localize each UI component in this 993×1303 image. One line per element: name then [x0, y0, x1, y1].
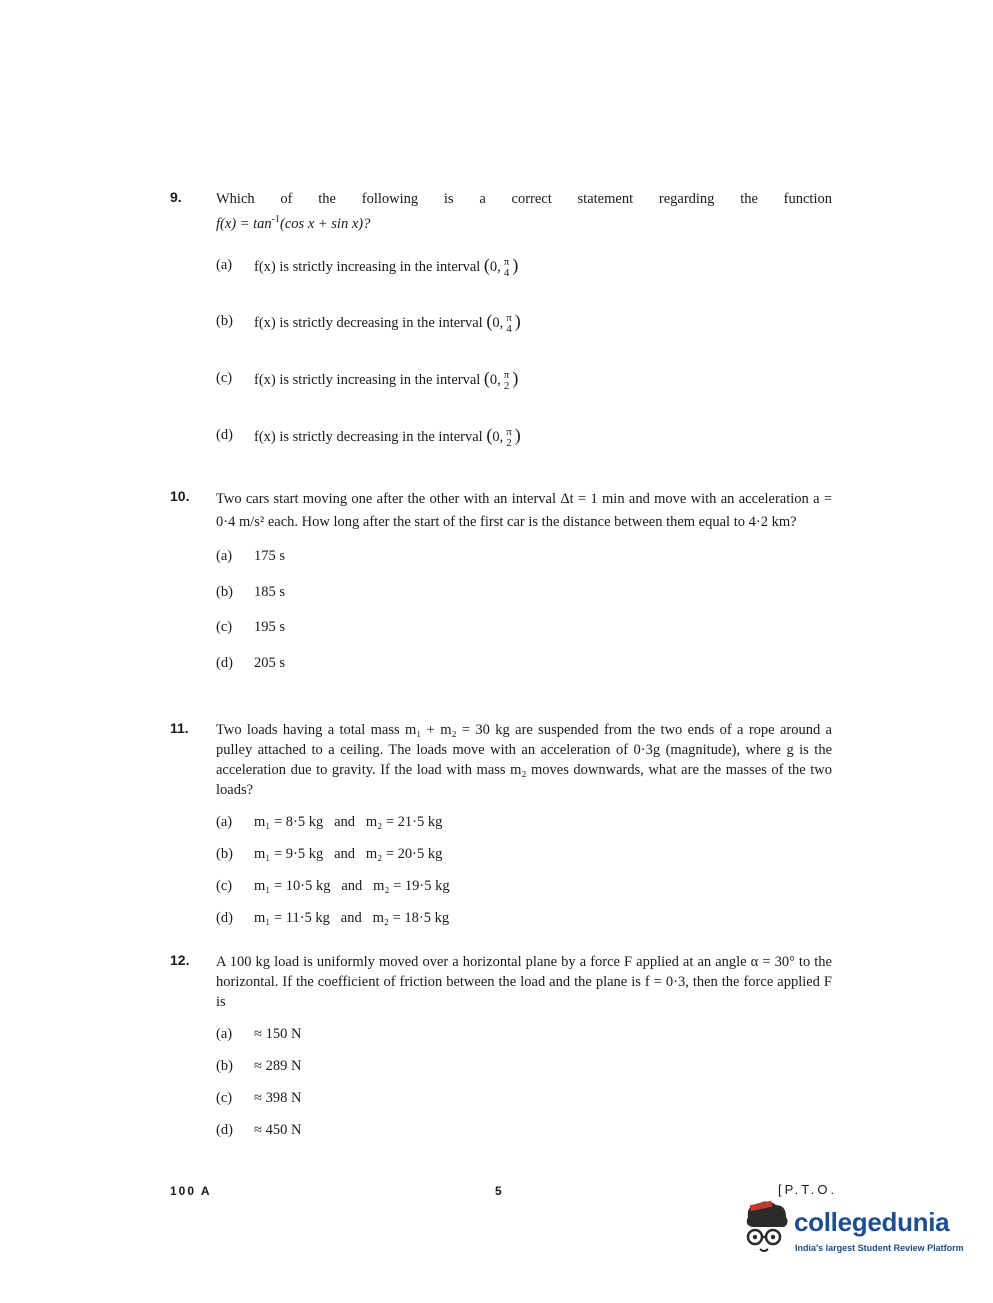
option-label: (d) [216, 1122, 233, 1138]
option-label: (b) [216, 312, 233, 329]
option-label: (c) [216, 1090, 233, 1106]
page-number: 5 [495, 1184, 502, 1198]
pto-marker: [P.T.O. [778, 1182, 838, 1197]
option-d[interactable] [216, 1120, 832, 1140]
logo-tagline: India's largest Student Review Platform [795, 1243, 964, 1253]
question-number: 12. [170, 952, 190, 968]
logo-name: collegedunia [794, 1207, 950, 1237]
option-text: 185 s [254, 584, 286, 600]
option-label: (c) [216, 619, 233, 635]
option-d[interactable]: (d) f(x) is strictly decreasing in the interval (0, π 2 ) [216, 424, 521, 449]
option-text: ≈ 150 N [254, 1026, 302, 1042]
option-c[interactable] [216, 876, 832, 908]
option-label: (a) [216, 548, 233, 564]
option-text: m₁ = 9·5 kg and m₂ = 20·5 kg [254, 846, 443, 862]
option-text: m₁ = 11·5 kg and m₂ = 18·5 kg [254, 910, 450, 926]
option-label: (b) [216, 1058, 233, 1074]
option-b[interactable]: (b) f(x) is strictly decreasing in the interval (0, π 4 ) [216, 310, 521, 335]
option-label: (d) [216, 910, 233, 926]
option-label: (c) [216, 878, 233, 894]
option-label: (d) [216, 655, 233, 671]
question-number: 11. [170, 720, 189, 736]
option-text: 175 s [254, 548, 286, 564]
question-stem: Which of the following is a correct statement regarding the function [216, 191, 832, 207]
option-text: m₁ = 8·5 kg and m₂ = 21·5 kg [254, 814, 443, 830]
option-text: 205 s [254, 655, 286, 671]
booklet-code: 100 A [170, 1184, 212, 1198]
question-9 [170, 189, 832, 465]
option-label: (b) [216, 584, 233, 600]
question-stem: A 100 kg load is uniformly moved over a horizontal plane by a force F applied at an angle α = 30° to the horizontal. If the coefficient of friction between the load and the plane is f = 0·3, then the force applied F is [216, 954, 832, 1010]
option-text: ≈ 289 N [254, 1058, 302, 1074]
question-number: 10. [170, 488, 190, 504]
option-text: ≈ 450 N [254, 1122, 302, 1138]
question-12 [170, 952, 832, 1140]
option-label: (c) [216, 369, 233, 386]
option-text: m₁ = 10·5 kg and m₂ = 19·5 kg [254, 878, 450, 894]
option-d[interactable] [216, 908, 832, 928]
option-text: f(x) is strictly decreasing in the interval [254, 428, 483, 445]
collegedunia-logo [738, 1199, 968, 1263]
question-11 [170, 720, 832, 928]
option-label: (a) [216, 256, 233, 273]
question-stem: Two loads having a total mass m₁ + m₂ = 30 kg are suspended from the two ends of a rope around a pulley attached to a ceiling. The loads move with an acceleration of 0·3g (magnitude), where g is the acceleration due to gravity. If the load with mass m₂ moves downwards, what are the masses of the two loads? [216, 722, 832, 798]
fraction: π 2 [506, 425, 512, 449]
question-stem-formula: $f(x) = \tan^{-1}(\cos$ x + sin x)? [216, 214, 371, 232]
question-10 [170, 488, 832, 673]
fraction: π 4 [503, 255, 510, 279]
option-label: (a) [216, 1026, 233, 1042]
option-text: ≈ 398 N [254, 1090, 302, 1106]
option-label: (a) [216, 814, 233, 830]
option-c[interactable]: (c) f(x) is strictly increasing in the interval (0, π 2 ) [216, 367, 519, 392]
option-b[interactable] [216, 1056, 832, 1088]
option-a[interactable]: (a) f(x) is strictly increasing in the interval (0, π 4 ) [216, 254, 519, 279]
fraction: π 4 [506, 311, 512, 335]
option-b[interactable] [216, 844, 832, 876]
option-a[interactable] [216, 812, 832, 844]
option-text: f(x) is strictly decreasing in the interval [254, 314, 483, 331]
option-a[interactable] [216, 546, 832, 582]
mascot-icon [738, 1199, 794, 1259]
option-label: (b) [216, 846, 233, 862]
option-label: (d) [216, 426, 233, 443]
option-text: 195 s [254, 619, 286, 635]
option-text: f(x) is strictly increasing in the interval [254, 371, 481, 388]
question-stem: Two cars start moving one after the other with an interval Δt = 1 min and move with an acceleration a = 0·4 m/s² each. How long after the start of the first car is the distance between them equal to 4·2 km? [216, 491, 832, 530]
question-number: 9. [170, 189, 182, 205]
option-a[interactable] [216, 1024, 832, 1056]
option-c[interactable] [216, 617, 832, 653]
fraction: π 2 [503, 368, 510, 392]
option-d[interactable] [216, 653, 832, 673]
option-b[interactable] [216, 582, 832, 617]
option-text: f(x) is strictly increasing in the interval [254, 258, 481, 275]
option-c[interactable] [216, 1088, 832, 1120]
